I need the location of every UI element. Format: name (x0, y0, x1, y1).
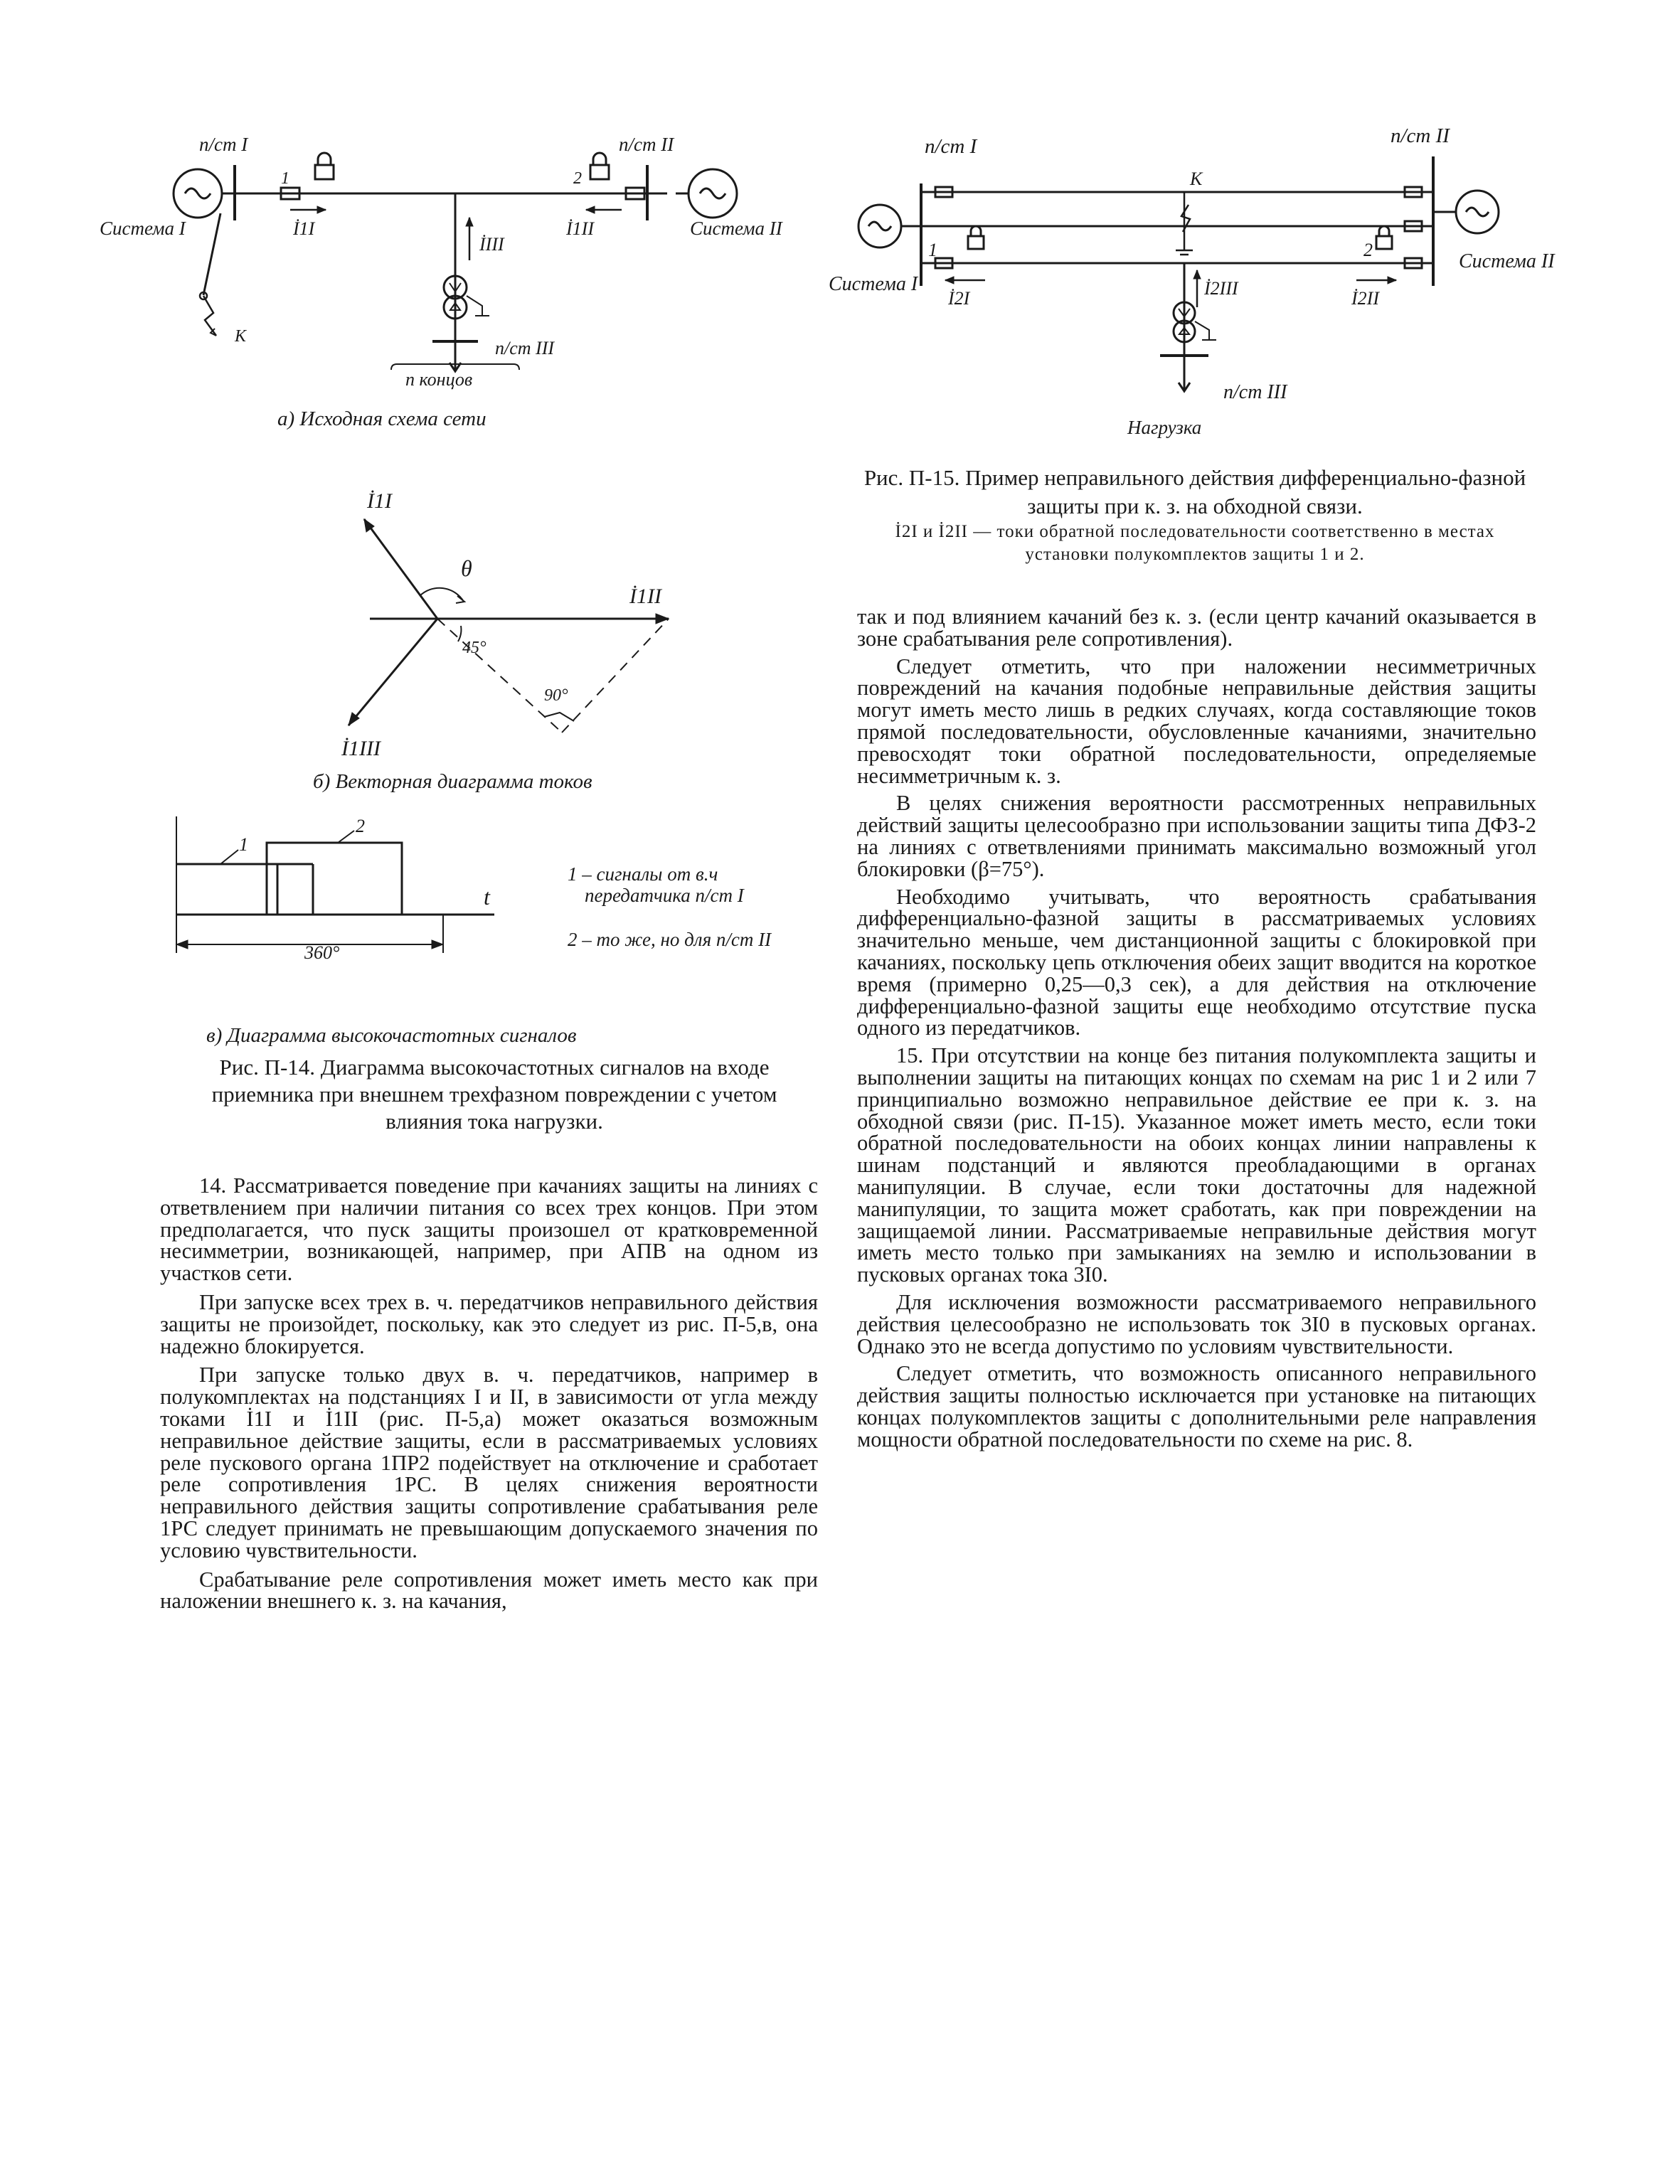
vector-1i (364, 519, 437, 619)
figure-14-caption: Рис. П-14. Диаграмма высокочастотных сигналов на входе приемника при внешнем трехфазном повреждении с учетом влияния тока нагрузки. (211, 1055, 777, 1134)
label-breaker-2: 2 (1363, 240, 1373, 260)
label-fault-k: К (1190, 169, 1203, 189)
figure-c-signal-diagram (171, 811, 825, 1045)
label-breaker-1: 1 (281, 169, 289, 188)
label-theta: θ (461, 555, 472, 581)
label-fault-k: К (235, 327, 246, 346)
paragraph: 15. При отсутствии на конце без питания полукомплекта защиты и выполнении защиты на питающих концах по схемам на рис 1 и 2 или 7 принципиально возможно неправильное действие ее при к. з. на обходной связи (рис. П-15). Указанное может иметь место, если токи обратной последовательности на обоих концах линии направлены к шинам подстанций и являются преобладающими в органах манипуляции. В случае, если токи достаточны для надежной манипуляции, то защита может сработать, как при повреждении на защищаемой линии. Рассматриваемые неправильные действия могут иметь место только при замыканиях на землю и использовании в пусковых органах тока 3I0. (857, 1043, 1536, 1287)
label-45: 45° (462, 639, 487, 657)
vector-1iii (349, 619, 437, 725)
left-text-column (160, 1175, 818, 1619)
paragraph: так и под влиянием качаний без к. з. (если центр качаний оказывается в зоне срабатывания реле сопротивления). (857, 604, 1536, 651)
figure-15-caption-main: Рис. П-15. Пример неправильного действия дифференциально-фазной защиты при к. з. на обходной связи. (863, 465, 1526, 518)
paragraph: Следует отметить, что возможность описанного неправильного действия защиты полностью исключается при установке на питающих концах полукомплектов защиты с дополнительными реле направления мощности обратной последовательности по схеме на рис. 8. (857, 1361, 1536, 1451)
label-system-2: Система II (690, 218, 782, 239)
legend-1-line-1: 1 – сигналы от в.ч (568, 863, 718, 885)
figure-15-network-diagram (829, 121, 1583, 448)
label-axis-t: t (484, 884, 490, 910)
lock-icon-1 (968, 226, 984, 249)
figure-15-caption-note: İ2I и İ2II — токи обратной последовательности соответственно в местах установки полукомплектов защиты 1 и 2. (895, 522, 1495, 564)
signal-2 (267, 843, 402, 915)
label-system-1: Система I (100, 218, 186, 239)
right-text-column (857, 606, 1536, 1456)
caption-fig-a: а) Исходная схема сети (277, 407, 487, 430)
label-breaker-2: 2 (573, 169, 582, 188)
label-substation-2: п/ст II (619, 134, 674, 155)
paragraph: При запуске всех трех в. ч. передатчиков неправильного действия защиты не произойдет, поскольку, как это следует из рис. П-5,в, она надежно блокируется. (160, 1289, 818, 1358)
label-signal-1: 1 (239, 834, 248, 855)
label-current-1ii: İ1II (566, 218, 594, 239)
label-substation-1: п/ст I (199, 134, 248, 155)
paragraph: Срабатывание реле сопротивления может иметь место как при наложении внешнего к. з. на качания, (160, 1567, 818, 1614)
paragraph: При запуске только двух в. ч. передатчиков, например в полукомплектах на подстанциях I и II, в зависимости от угла между токами İ1I и İ1II (рис. П-5,а) может оказаться возможным неправильное действие защиты, если в рассматриваемых условиях реле пускового органа 1ПР2 подействует на отключение и сработает реле сопротивления 1РС. В целях снижения вероятности неправильного действия защиты сопротивление срабатывания реле 1РС следует принимать не превышающим допускаемого значения по условию чувствительности. (160, 1363, 818, 1562)
label-360: 360° (304, 942, 340, 963)
label-current-2iii: İ2III (1204, 278, 1238, 299)
current-arrow-1ii (586, 206, 622, 213)
current-arrow-2ii (1356, 277, 1396, 284)
figure-a-network-diagram (100, 128, 797, 441)
label-vec-1ii: İ1II (629, 585, 661, 608)
label-vec-1i: İ1I (367, 489, 392, 513)
label-system-2: Система II (1459, 250, 1555, 272)
current-arrow-2i (945, 277, 985, 284)
lock-icon-2 (1376, 226, 1392, 249)
paragraph: Для исключения возможности рассматриваемого неправильного действия целесообразно не использовать ток 3I0 в пусковых органах. Однако это не всегда допустимо по условиям чувствительности. (857, 1289, 1536, 1358)
caption-fig-b: б) Векторная диаграмма токов (313, 770, 592, 793)
label-substation-2: п/ст II (1391, 124, 1450, 147)
label-ends: n концов (405, 369, 473, 390)
signal-1 (176, 864, 313, 915)
label-current-iii: İIII (479, 234, 504, 255)
label-substation-1: п/ст I (925, 135, 977, 158)
lock-icon-2 (590, 153, 609, 179)
legend-2: 2 – то же, но для п/ст II (568, 929, 772, 950)
label-substation-3: п/ст III (495, 338, 555, 358)
legend-1-line-2: передатчика п/ст I (585, 885, 744, 906)
current-arrow-iii (466, 218, 473, 260)
label-current-1i: İ1I (293, 218, 315, 239)
label-vec-1iii: İ1III (341, 737, 381, 760)
label-substation-3: п/ст III (1223, 381, 1287, 403)
fault-icon (1181, 205, 1190, 232)
label-signal-2: 2 (356, 816, 365, 836)
current-arrow-2iii (1193, 270, 1201, 307)
paragraph: Следует отметить, что при наложении несимметричных повреждений на качания подобные неправильные действия защиты могут иметь место лишь в редких случаях, когда составляющие токов прямой последовательности, обусловленные качаниями, значительно превосходят токи обратной последовательности, определяемые несимметричным к. з. (857, 654, 1536, 788)
label-current-2i: İ2I (948, 288, 970, 309)
figure-15-caption (857, 464, 1533, 566)
current-arrow-1i (290, 206, 326, 213)
label-90: 90° (544, 686, 568, 705)
label-system-1: Система I (829, 273, 918, 295)
lock-icon-1 (315, 153, 334, 179)
paragraph: В целях снижения вероятности рассмотренных неправильных действий защиты целесообразно при использовании защиты типа ДФЗ-2 на линиях с ответвлениями принимать максимально возможный угол блокировки (β=75°). (857, 791, 1536, 881)
label-breaker-1: 1 (928, 240, 937, 260)
label-load: Нагрузка (1127, 417, 1202, 438)
label-current-2ii: İ2II (1351, 288, 1379, 309)
figure-b-vector-diagram (313, 476, 711, 793)
caption-fig-c: в) Диаграмма высокочастотных сигналов (206, 1024, 577, 1047)
paragraph: Необходимо учитывать, что вероятность срабатывания дифференциально-фазной защиты в рассматриваемых условиях значительно меньше, чем дистанционной защиты с блокировкой при качаниях, поскольку цепь отключения обеих защит вводится на короткое время (примерно 0,25—0,3 сек), а для действия на отключение дифференциально-фазной защиты еще необходимо отсутствие пуска одного из передатчиков. (857, 884, 1536, 1040)
paragraph: 14. Рассматривается поведение при качаниях защиты на линиях с ответвлением при наличии питания со всех трех концов. При этом предполагается, что пуск защиты произошел от кратковременной несимметрии, возникающей, например, при АПВ на одном из участков сети. (160, 1173, 818, 1286)
